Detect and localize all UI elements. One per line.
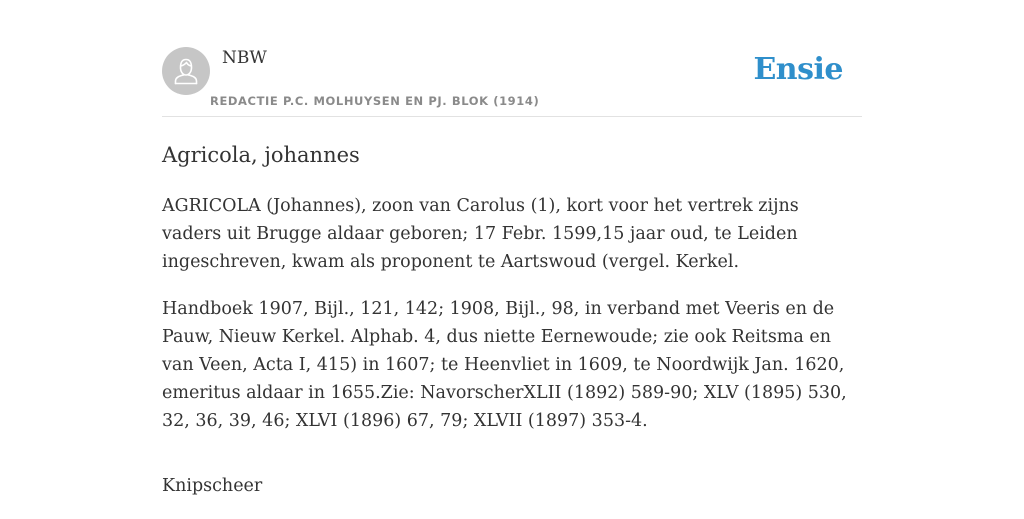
article-page (162, 0, 862, 512)
brand-logo[interactable]: Ensie (753, 52, 843, 87)
article-title: Agricola, johannes (162, 143, 360, 167)
author-name[interactable]: NBW (222, 48, 267, 68)
user-icon (162, 47, 210, 95)
article-body (162, 192, 862, 519)
paragraph: Handboek 1907, Bijl., 121, 142; 1908, Bijl., 98, in verband met Veeris en de Pauw, Nieuw Kerkel. Alphab. 4, dus niette Eernewoude; zie ook Reitsma en van Veen, Acta I, 415) in 1607; te Heenvliet in 1609, te Noordwijk Jan. 1620, emeritus aldaar in 1655.Zie: NavorscherXLII (1892) 589-90; XLV (1895) 530, 32, 36, 39, 46; XLVI (1896) 67, 79; XLVII (1897) 353-4. (162, 299, 847, 431)
paragraph: AGRICOLA (Johannes), zoon van Carolus (1), kort voor het vertrek zijns vaders uit Brugge aldaar geboren; 17 Febr. 1599,15 jaar oud, te Leiden ingeschreven, kwam als proponent te Aartswoud (vergel. Kerkel. (162, 196, 799, 272)
article-header (162, 0, 862, 117)
avatar[interactable] (162, 47, 210, 95)
source-label: REDACTIE P.C. MOLHUYSEN EN PJ. BLOK (1914) (210, 94, 540, 108)
signature: Knipscheer (162, 476, 263, 496)
